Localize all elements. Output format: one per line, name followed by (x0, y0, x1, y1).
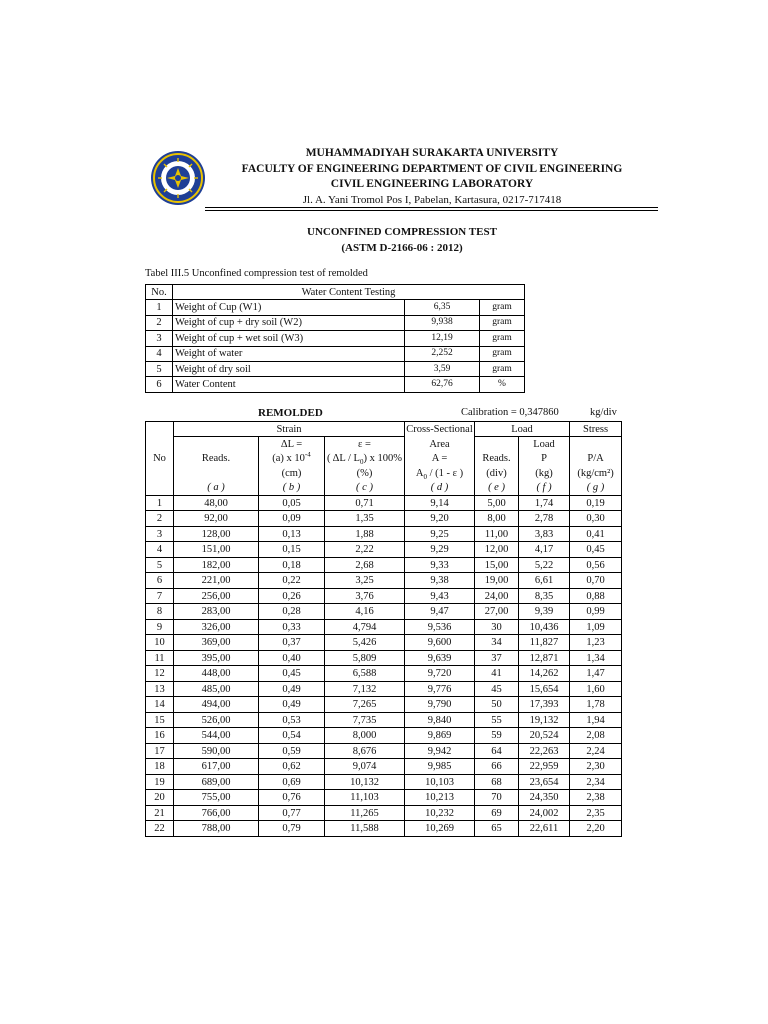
cell-load-reads: 27,00 (475, 604, 519, 620)
load-div-unit: (div) (475, 466, 519, 480)
cell-no: 19 (146, 774, 174, 790)
water-content-value: 12,19 (405, 331, 480, 346)
cell-load-p: 22,611 (519, 821, 570, 837)
cell-strain: 5,426 (325, 635, 405, 651)
load-reads-header: Reads. (475, 452, 519, 466)
cell-strain: 0,71 (325, 495, 405, 511)
cell-reads: 448,00 (174, 666, 259, 682)
cell-stress: 2,20 (570, 821, 622, 837)
dl-unit: (cm) (259, 466, 325, 480)
cell-load-reads: 64 (475, 743, 519, 759)
cell-load-p: 15,654 (519, 681, 570, 697)
cell-reads: 369,00 (174, 635, 259, 651)
cell-area: 10,232 (405, 805, 475, 821)
water-content-unit: gram (480, 315, 525, 330)
table-row (146, 821, 622, 837)
cell-strain: 3,76 (325, 588, 405, 604)
water-content-unit: gram (480, 331, 525, 346)
key-a: ( a ) (174, 481, 259, 496)
water-content-value: 62,76 (405, 377, 480, 392)
cell-load-reads: 24,00 (475, 588, 519, 604)
cell-no: 22 (146, 821, 174, 837)
cell-load-p: 12,871 (519, 650, 570, 666)
table-row (146, 790, 622, 806)
cell-stress: 2,24 (570, 743, 622, 759)
cell-reads: 485,00 (174, 681, 259, 697)
cell-no: 17 (146, 743, 174, 759)
cell-reads: 766,00 (174, 805, 259, 821)
water-content-no: 3 (146, 331, 173, 346)
cell-stress: 0,45 (570, 542, 622, 558)
water-content-value: 2,252 (405, 346, 480, 361)
cell-area: 9,47 (405, 604, 475, 620)
eps-header-1: ε = (325, 437, 405, 452)
cell-load-reads: 11,00 (475, 526, 519, 542)
cell-stress: 1,34 (570, 650, 622, 666)
cell-no: 3 (146, 526, 174, 542)
table-row (146, 805, 622, 821)
cell-load-p: 24,350 (519, 790, 570, 806)
cell-no: 20 (146, 790, 174, 806)
key-c: ( c ) (325, 481, 405, 496)
cell-load-p: 8,35 (519, 588, 570, 604)
cell-delta-l: 0,49 (259, 697, 325, 713)
cell-stress: 0,88 (570, 588, 622, 604)
cell-load-reads: 34 (475, 635, 519, 651)
water-content-unit: % (480, 377, 525, 392)
cell-area: 9,720 (405, 666, 475, 682)
table-row (146, 495, 622, 511)
eps-unit: (%) (325, 466, 405, 480)
table-row (146, 759, 622, 775)
pa-unit: (kg/cm²) (570, 466, 622, 480)
key-f: ( f ) (519, 481, 570, 496)
cell-delta-l: 0,77 (259, 805, 325, 821)
cell-reads: 92,00 (174, 511, 259, 527)
cell-load-reads: 65 (475, 821, 519, 837)
cell-load-reads: 8,00 (475, 511, 519, 527)
cell-reads: 590,00 (174, 743, 259, 759)
cell-strain: 11,103 (325, 790, 405, 806)
header-rule-thick (205, 207, 658, 208)
header-row-4 (146, 466, 622, 480)
cell-area: 9,942 (405, 743, 475, 759)
cell-area: 9,790 (405, 697, 475, 713)
table-row (146, 604, 622, 620)
cell-stress: 2,30 (570, 759, 622, 775)
table-caption: Tabel III.5 Unconfined compression test of remolded (145, 268, 368, 279)
cell-load-p: 3,83 (519, 526, 570, 542)
remolded-table-body (146, 495, 622, 836)
lab-name: CIVIL ENGINEERING LABORATORY (330, 178, 534, 190)
water-content-label: Weight of water (173, 346, 405, 361)
cell-strain: 4,16 (325, 604, 405, 620)
cell-no: 11 (146, 650, 174, 666)
cell-area: 9,985 (405, 759, 475, 775)
no-header: No (146, 452, 174, 466)
cell-area: 10,103 (405, 774, 475, 790)
cell-area: 9,38 (405, 573, 475, 589)
cross-sectional-header: Cross-Sectional (405, 422, 475, 437)
eps-header-2: ( ΔL / $L_0$) x 100% (325, 452, 405, 466)
cell-load-reads: 70 (475, 790, 519, 806)
stress-header: Stress (570, 422, 622, 437)
calibration-unit: kg/div (590, 407, 617, 418)
key-d: ( d ) (405, 481, 475, 496)
cell-area: 9,840 (405, 712, 475, 728)
cell-strain: 6,588 (325, 666, 405, 682)
table-row (146, 666, 622, 682)
cell-strain: 1,35 (325, 511, 405, 527)
cell-reads: 326,00 (174, 619, 259, 635)
cell-reads: 221,00 (174, 573, 259, 589)
water-content-value: 6,35 (405, 300, 480, 315)
key-b: ( b ) (259, 481, 325, 496)
cell-delta-l: 0,09 (259, 511, 325, 527)
cell-reads: 544,00 (174, 728, 259, 744)
cell-area: 9,33 (405, 557, 475, 573)
cell-load-reads: 66 (475, 759, 519, 775)
remolded-label: REMOLDED (258, 407, 323, 419)
cell-area: 9,600 (405, 635, 475, 651)
cell-delta-l: 0,49 (259, 681, 325, 697)
letterhead (146, 146, 658, 210)
load-p-header-2: P (519, 452, 570, 466)
area-header: Area (405, 437, 475, 452)
water-content-no: 5 (146, 361, 173, 376)
cell-reads: 182,00 (174, 557, 259, 573)
cell-strain: 7,735 (325, 712, 405, 728)
cell-area: 10,269 (405, 821, 475, 837)
table-row (146, 542, 622, 558)
cell-no: 2 (146, 511, 174, 527)
cell-no: 8 (146, 604, 174, 620)
cell-load-p: 17,393 (519, 697, 570, 713)
table-row (146, 681, 622, 697)
cell-load-reads: 55 (475, 712, 519, 728)
header-rule-thin (205, 210, 658, 211)
cell-stress: 0,41 (570, 526, 622, 542)
cell-reads: 494,00 (174, 697, 259, 713)
cell-load-p: 22,263 (519, 743, 570, 759)
cell-strain: 11,588 (325, 821, 405, 837)
cell-no: 6 (146, 573, 174, 589)
load-p-header-1: Load (519, 437, 570, 452)
cell-load-p: 23,654 (519, 774, 570, 790)
table-row (146, 635, 622, 651)
cell-delta-l: 0,54 (259, 728, 325, 744)
cell-stress: 1,78 (570, 697, 622, 713)
water-content-value: 3,59 (405, 361, 480, 376)
cell-load-p: 24,002 (519, 805, 570, 821)
cell-area: 9,25 (405, 526, 475, 542)
letterhead-text (206, 146, 658, 208)
document-title (146, 224, 658, 256)
load-header: Load (475, 422, 570, 437)
pa-header: P/A (570, 452, 622, 466)
table-row (146, 573, 622, 589)
cell-load-reads: 15,00 (475, 557, 519, 573)
cell-area: 9,869 (405, 728, 475, 744)
cell-no: 4 (146, 542, 174, 558)
university-name: MUHAMMADIYAH SURAKARTA UNIVERSITY (305, 147, 559, 159)
cell-reads: 755,00 (174, 790, 259, 806)
cell-stress: 2,35 (570, 805, 622, 821)
cell-delta-l: 0,18 (259, 557, 325, 573)
table-row (146, 346, 525, 361)
table-row (146, 511, 622, 527)
cell-stress: 0,56 (570, 557, 622, 573)
col-title-header: Water Content Testing (173, 285, 525, 300)
water-content-no: 2 (146, 315, 173, 330)
cell-no: 7 (146, 588, 174, 604)
water-content-unit: gram (480, 361, 525, 376)
cell-delta-l: 0,45 (259, 666, 325, 682)
cell-no: 1 (146, 495, 174, 511)
cell-load-p: 14,262 (519, 666, 570, 682)
header-row-2 (146, 437, 622, 452)
table-row (146, 619, 622, 635)
cell-load-p: 10,436 (519, 619, 570, 635)
water-content-no: 4 (146, 346, 173, 361)
water-content-no: 1 (146, 300, 173, 315)
header-row-keys (146, 481, 622, 496)
cell-reads: 256,00 (174, 588, 259, 604)
cell-area: 9,29 (405, 542, 475, 558)
dl-header-2: (a) x $10^{-4}$ (259, 452, 325, 466)
cell-stress: 1,47 (570, 666, 622, 682)
water-content-label: Water Content (173, 377, 405, 392)
cell-area: 9,536 (405, 619, 475, 635)
cell-no: 13 (146, 681, 174, 697)
cell-no: 18 (146, 759, 174, 775)
water-content-label: Weight of cup + wet soil (W3) (173, 331, 405, 346)
cell-delta-l: 0,37 (259, 635, 325, 651)
cell-strain: 8,676 (325, 743, 405, 759)
table-row (146, 526, 622, 542)
cell-stress: 0,19 (570, 495, 622, 511)
cell-reads: 788,00 (174, 821, 259, 837)
cell-reads: 283,00 (174, 604, 259, 620)
table-row (146, 743, 622, 759)
cell-strain: 1,88 (325, 526, 405, 542)
table-row (146, 361, 525, 376)
col-no-header: No. (146, 285, 173, 300)
water-content-unit: gram (480, 300, 525, 315)
cell-load-p: 11,827 (519, 635, 570, 651)
cell-strain: 2,22 (325, 542, 405, 558)
cell-delta-l: 0,15 (259, 542, 325, 558)
header-row-3 (146, 452, 622, 466)
cell-no: 12 (146, 666, 174, 682)
cell-load-reads: 45 (475, 681, 519, 697)
cell-reads: 617,00 (174, 759, 259, 775)
cell-load-p: 4,17 (519, 542, 570, 558)
cell-stress: 2,38 (570, 790, 622, 806)
cell-stress: 2,34 (570, 774, 622, 790)
table-row (146, 650, 622, 666)
water-content-unit: gram (480, 346, 525, 361)
cell-no: 10 (146, 635, 174, 651)
cell-load-p: 1,74 (519, 495, 570, 511)
cell-load-reads: 69 (475, 805, 519, 821)
table-row (146, 557, 622, 573)
cell-reads: 128,00 (174, 526, 259, 542)
strain-header: Strain (174, 422, 405, 437)
water-content-label: Weight of dry soil (173, 361, 405, 376)
water-content-value: 9,938 (405, 315, 480, 330)
cell-load-reads: 19,00 (475, 573, 519, 589)
cell-area: 9,43 (405, 588, 475, 604)
load-kg-unit: (kg) (519, 466, 570, 480)
cell-stress: 0,30 (570, 511, 622, 527)
cell-delta-l: 0,79 (259, 821, 325, 837)
cell-load-reads: 5,00 (475, 495, 519, 511)
calibration-label: Calibration = 0,347860 (461, 407, 559, 418)
cell-load-p: 19,132 (519, 712, 570, 728)
cell-no: 14 (146, 697, 174, 713)
cell-reads: 689,00 (174, 774, 259, 790)
water-content-body (146, 300, 525, 392)
cell-load-reads: 41 (475, 666, 519, 682)
cell-reads: 151,00 (174, 542, 259, 558)
cell-no: 16 (146, 728, 174, 744)
table-row (146, 315, 525, 330)
water-content-label: Weight of cup + dry soil (W2) (173, 315, 405, 330)
cell-reads: 48,00 (174, 495, 259, 511)
cell-no: 9 (146, 619, 174, 635)
cell-load-p: 5,22 (519, 557, 570, 573)
table-row (146, 300, 525, 315)
cell-stress: 1,94 (570, 712, 622, 728)
reads-header: Reads. (174, 452, 259, 466)
header-row-1 (146, 422, 622, 437)
cell-area: 10,213 (405, 790, 475, 806)
cell-load-p: 6,61 (519, 573, 570, 589)
cell-strain: 3,25 (325, 573, 405, 589)
cell-no: 5 (146, 557, 174, 573)
faculty-name: FACULTY OF ENGINEERING DEPARTMENT OF CIVIL ENGINEERING (241, 162, 623, 175)
table-row (146, 377, 525, 392)
cell-strain: 2,68 (325, 557, 405, 573)
key-g: ( g ) (570, 481, 622, 496)
cell-delta-l: 0,26 (259, 588, 325, 604)
cell-area: 9,776 (405, 681, 475, 697)
remolded-table (145, 421, 622, 837)
table-row (146, 588, 622, 604)
cell-reads: 526,00 (174, 712, 259, 728)
table-row (146, 712, 622, 728)
cell-load-reads: 37 (475, 650, 519, 666)
cell-stress: 1,09 (570, 619, 622, 635)
cell-stress: 0,99 (570, 604, 622, 620)
dl-header-1: ΔL = (259, 437, 325, 452)
water-content-label: Weight of Cup (W1) (173, 300, 405, 315)
cell-load-reads: 12,00 (475, 542, 519, 558)
cell-delta-l: 0,62 (259, 759, 325, 775)
address: Jl. A. Yani Tromol Pos I, Pabelan, Kartasura, 0217-717418 (302, 193, 562, 206)
cell-strain: 8,000 (325, 728, 405, 744)
water-content-no: 6 (146, 377, 173, 392)
cell-load-reads: 50 (475, 697, 519, 713)
cell-load-p: 22,959 (519, 759, 570, 775)
cell-delta-l: 0,59 (259, 743, 325, 759)
cell-stress: 1,60 (570, 681, 622, 697)
cell-no: 21 (146, 805, 174, 821)
cell-delta-l: 0,33 (259, 619, 325, 635)
cell-strain: 10,132 (325, 774, 405, 790)
cell-stress: 2,08 (570, 728, 622, 744)
area-header-3: $A_0 / (1$ - ε ) (405, 466, 475, 480)
cell-area: 9,639 (405, 650, 475, 666)
cell-load-reads: 68 (475, 774, 519, 790)
table-row (146, 728, 622, 744)
cell-load-reads: 30 (475, 619, 519, 635)
cell-stress: 1,23 (570, 635, 622, 651)
cell-delta-l: 0,13 (259, 526, 325, 542)
water-content-header-row (146, 285, 525, 300)
cell-load-p: 9,39 (519, 604, 570, 620)
title-line-2: (ASTM D-2166-06 : 2012) (341, 242, 463, 254)
table-row (146, 774, 622, 790)
area-header-2: A = (405, 452, 475, 466)
cell-strain: 7,265 (325, 697, 405, 713)
cell-strain: 4,794 (325, 619, 405, 635)
cell-no: 15 (146, 712, 174, 728)
cell-area: 9,20 (405, 511, 475, 527)
cell-delta-l: 0,22 (259, 573, 325, 589)
key-e: ( e ) (475, 481, 519, 496)
cell-strain: 7,132 (325, 681, 405, 697)
table-row (146, 697, 622, 713)
cell-strain: 5,809 (325, 650, 405, 666)
cell-delta-l: 0,53 (259, 712, 325, 728)
cell-load-p: 20,524 (519, 728, 570, 744)
cell-reads: 395,00 (174, 650, 259, 666)
cell-load-reads: 59 (475, 728, 519, 744)
title-line-1: UNCONFINED COMPRESSION TEST (307, 226, 497, 238)
cell-delta-l: 0,05 (259, 495, 325, 511)
cell-delta-l: 0,69 (259, 774, 325, 790)
university-seal-icon (150, 150, 206, 206)
cell-stress: 0,70 (570, 573, 622, 589)
water-content-table (145, 284, 525, 393)
cell-delta-l: 0,76 (259, 790, 325, 806)
table-row (146, 331, 525, 346)
cell-area: 9,14 (405, 495, 475, 511)
cell-strain: 9,074 (325, 759, 405, 775)
cell-load-p: 2,78 (519, 511, 570, 527)
cell-delta-l: 0,40 (259, 650, 325, 666)
cell-strain: 11,265 (325, 805, 405, 821)
cell-delta-l: 0,28 (259, 604, 325, 620)
